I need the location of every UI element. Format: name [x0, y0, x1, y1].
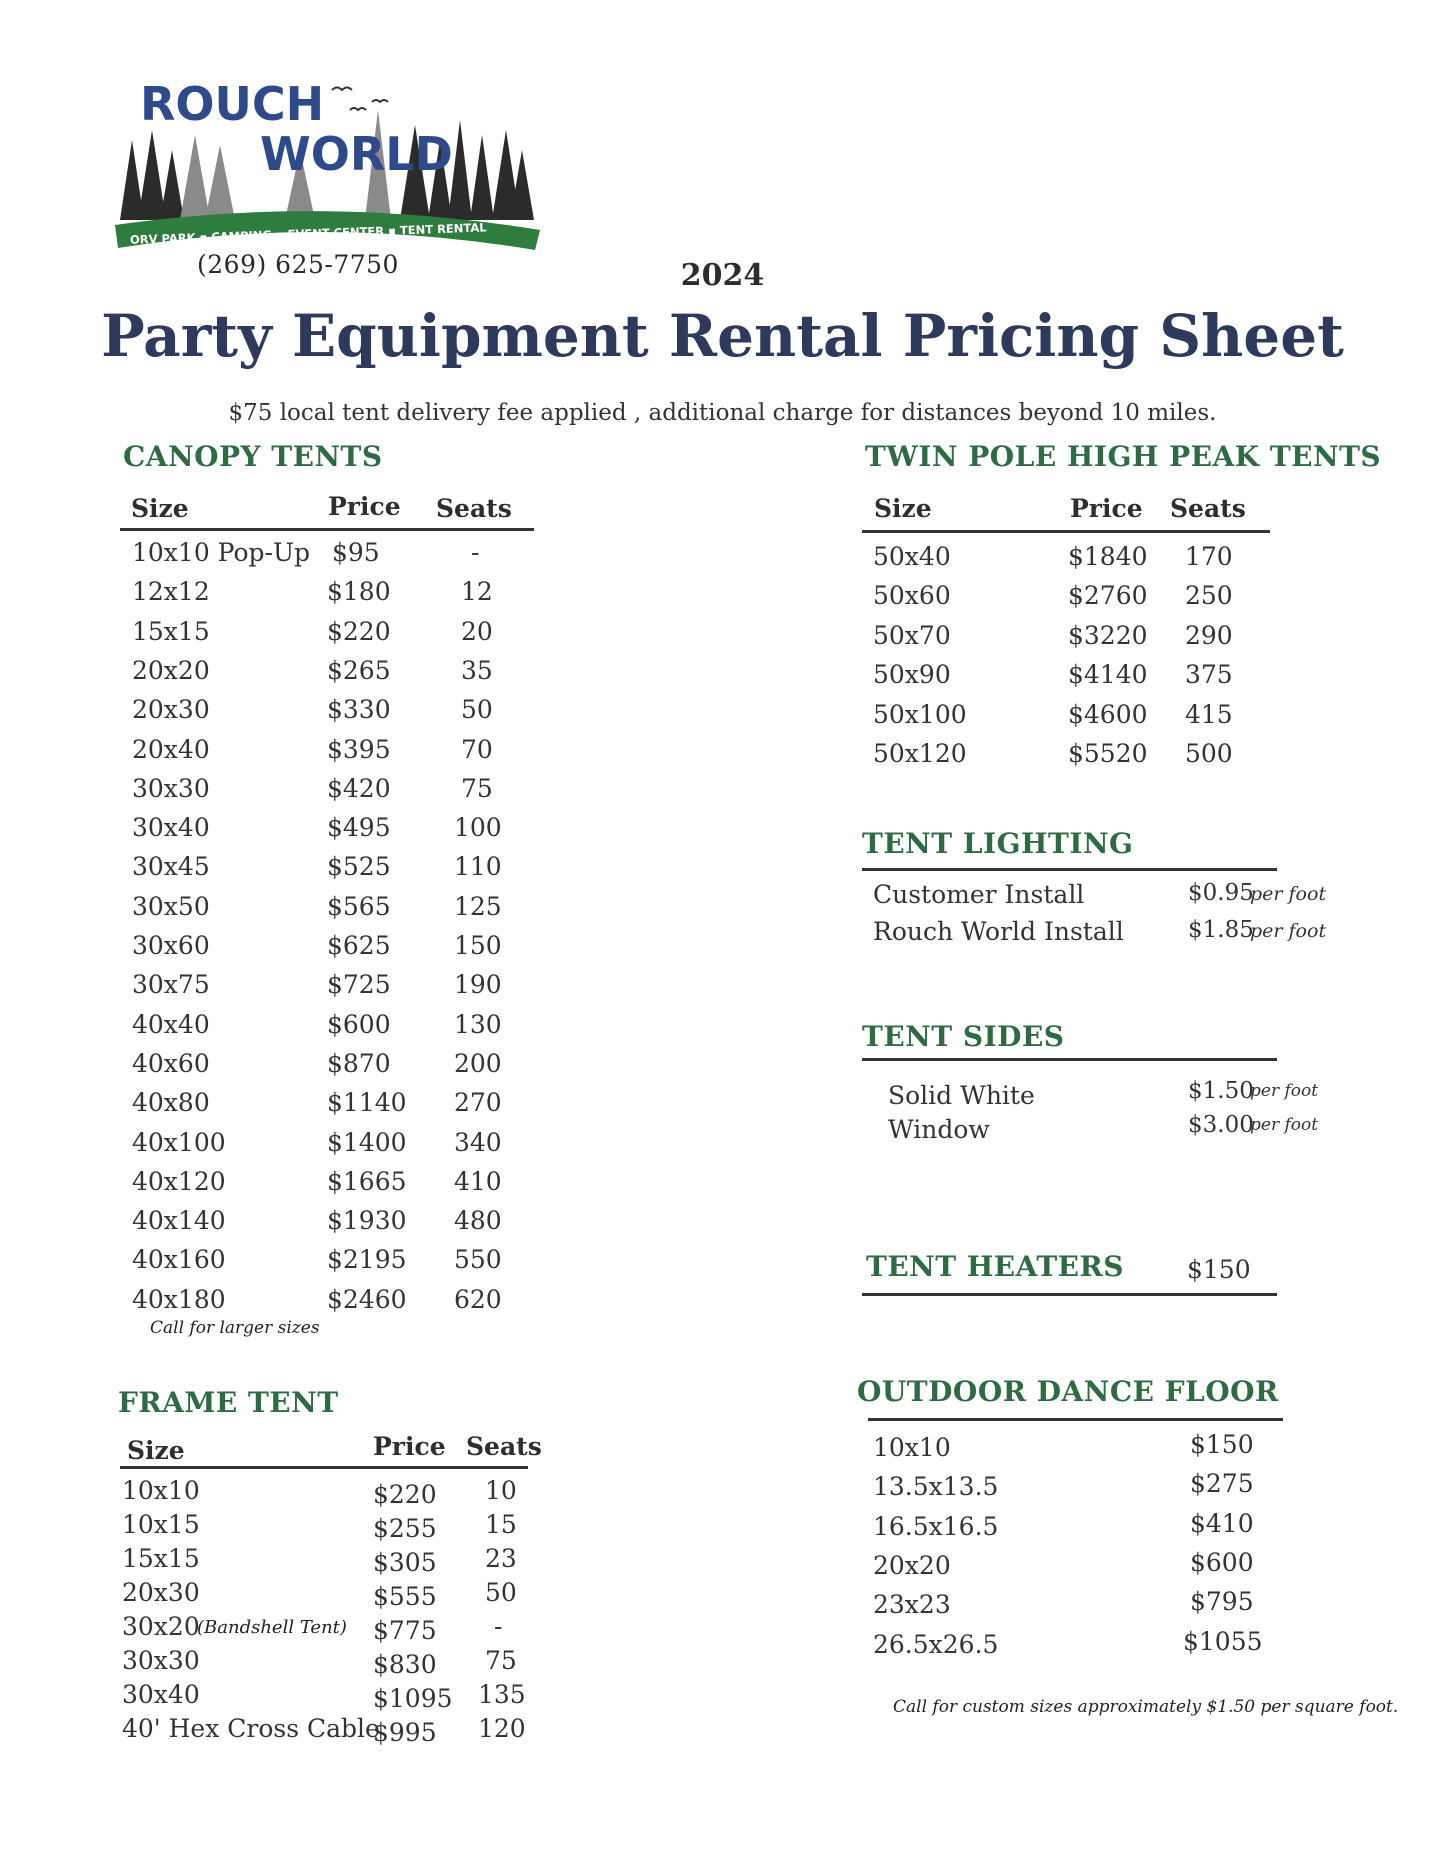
- seats-cell: 135: [478, 1680, 526, 1709]
- sides-section-title: TENT SIDES: [862, 1020, 1065, 1053]
- frame-header-size: Size: [127, 1436, 185, 1465]
- size-cell: 20x30: [122, 1578, 200, 1607]
- size-cell: 50x70: [873, 620, 951, 650]
- seats-cell: 23: [485, 1544, 517, 1573]
- size-cell: 40x60: [132, 1048, 210, 1078]
- size-cell: 23x23: [873, 1590, 951, 1620]
- size-cell: 50x120: [873, 739, 967, 768]
- size-cell: 30x40: [122, 1680, 200, 1709]
- item-price: $0.95: [1188, 880, 1254, 906]
- seats-cell: 290: [1185, 620, 1233, 650]
- dance-section-title: OUTDOOR DANCE FLOOR: [857, 1375, 1279, 1408]
- size-cell: 40' Hex Cross Cable: [122, 1714, 380, 1743]
- seats-cell: 190: [454, 970, 502, 1000]
- size-cell: 40x140: [132, 1206, 226, 1236]
- seats-cell: 10: [485, 1476, 517, 1505]
- size-cell: 40x120: [132, 1166, 226, 1196]
- seats-cell: 340: [454, 1127, 502, 1157]
- price-cell: $1665: [327, 1166, 407, 1196]
- canopy-footnote: Call for larger sizes: [150, 1318, 320, 1338]
- seats-cell: 150: [454, 931, 502, 960]
- seats-cell: 100: [454, 813, 502, 843]
- size-cell: 40x80: [132, 1088, 210, 1118]
- size-cell: 10x10 Pop-Up: [132, 538, 311, 567]
- seats-cell: 500: [1185, 739, 1233, 768]
- size-cell: 30x45: [132, 852, 210, 882]
- price-cell: $625: [327, 931, 391, 960]
- seats-cell: 130: [454, 1009, 502, 1039]
- price-cell: $775: [373, 1616, 437, 1645]
- frame-header-rule: [120, 1466, 528, 1469]
- price-cell: $4600: [1068, 699, 1148, 729]
- size-cell: 40x180: [132, 1284, 226, 1314]
- item-unit: per foot: [1250, 1081, 1319, 1101]
- heaters-price: $150: [1187, 1255, 1251, 1284]
- price-cell: $870: [327, 1048, 391, 1078]
- size-cell: 15x15: [122, 1544, 200, 1573]
- price-cell: $395: [327, 734, 391, 764]
- canopy-header-seats: Seats: [436, 494, 512, 523]
- seats-cell: 480: [454, 1206, 502, 1236]
- price-cell: $1095: [373, 1684, 453, 1713]
- price-cell: $555: [373, 1582, 437, 1611]
- twinpole-header-size: Size: [874, 494, 932, 523]
- seats-cell: -: [494, 1612, 503, 1641]
- year: 2024: [680, 258, 765, 293]
- item-unit: per foot: [1250, 1115, 1319, 1135]
- size-cell: 40x40: [132, 1009, 210, 1039]
- price-cell: $725: [327, 970, 391, 1000]
- price-cell: $150: [1190, 1430, 1254, 1459]
- size-cell: 50x90: [873, 660, 951, 690]
- size-cell: 10x15: [122, 1510, 200, 1539]
- size-cell: 16.5x16.5: [873, 1511, 999, 1541]
- price-cell: $2195: [327, 1245, 407, 1275]
- seats-cell: 75: [461, 773, 493, 803]
- size-cell: 30x40: [132, 813, 210, 843]
- seats-cell: 70: [461, 734, 493, 764]
- price-cell: $525: [327, 852, 391, 882]
- canopy-header-size: Size: [131, 494, 189, 523]
- size-cell: 30x75: [132, 970, 210, 1000]
- item-label: Rouch World Install: [873, 917, 1124, 946]
- price-cell: $1840: [1068, 542, 1148, 571]
- logo-text-line2: WORLD: [260, 127, 453, 181]
- item-unit: per foot: [1250, 920, 1327, 942]
- frame-section-title: FRAME TENT: [118, 1386, 339, 1419]
- size-cell: 26.5x26.5: [873, 1629, 999, 1659]
- size-cell: 15x15: [132, 616, 210, 646]
- item-label: Customer Install: [873, 880, 1085, 909]
- size-cell: 20x20: [873, 1550, 951, 1580]
- size-cell: 40x100: [132, 1127, 226, 1157]
- size-note: (Bandshell Tent): [197, 1617, 347, 1638]
- size-cell: 30x30: [122, 1646, 200, 1675]
- seats-cell: 200: [454, 1048, 502, 1078]
- size-cell: 12x12: [132, 577, 210, 607]
- phone-number: (269) 625-7750: [197, 250, 399, 279]
- size-cell: 20x40: [132, 734, 210, 764]
- logo-text-line1: ROUCH: [140, 80, 325, 131]
- price-cell: $495: [327, 813, 391, 843]
- size-cell: 50x60: [873, 581, 951, 611]
- price-cell: $305: [373, 1548, 437, 1577]
- price-cell: $5520: [1068, 739, 1148, 768]
- price-cell: $2460: [327, 1284, 407, 1314]
- price-cell: $1140: [327, 1088, 407, 1118]
- heaters-section-title: TENT HEATERS: [866, 1250, 1125, 1283]
- canopy-header-rule: [120, 528, 534, 531]
- page-title: Party Equipment Rental Pricing Sheet: [101, 302, 1344, 370]
- seats-cell: 50: [485, 1578, 517, 1607]
- item-label: Window: [888, 1115, 990, 1144]
- seats-cell: 12: [461, 577, 493, 607]
- price-cell: $1400: [327, 1127, 407, 1157]
- price-cell: $795: [1190, 1587, 1254, 1617]
- heaters-rule: [862, 1293, 1277, 1296]
- dance-footnote: Call for custom sizes approximately $1.50 per square foot.: [893, 1697, 1399, 1717]
- price-cell: $330: [327, 695, 391, 725]
- seats-cell: 75: [485, 1646, 517, 1675]
- dance-rule: [868, 1418, 1283, 1421]
- size-cell: 30x50: [132, 891, 210, 921]
- item-unit: per foot: [1250, 883, 1327, 905]
- price-cell: $420: [327, 773, 391, 803]
- size-cell: 13.5x13.5: [873, 1472, 999, 1502]
- delivery-note: $75 local tent delivery fee applied , additional charge for distances beyond 10 miles.: [228, 400, 1217, 426]
- price-cell: $600: [1190, 1547, 1254, 1577]
- price-cell: $995: [373, 1718, 437, 1747]
- seats-cell: 125: [454, 891, 502, 921]
- price-cell: $565: [327, 891, 391, 921]
- size-cell: 40x160: [132, 1245, 226, 1275]
- seats-cell: -: [471, 538, 480, 567]
- size-cell: 30x60: [132, 931, 210, 960]
- seats-cell: 20: [461, 616, 493, 646]
- item-price: $1.50: [1188, 1078, 1254, 1104]
- price-cell: $830: [373, 1650, 437, 1679]
- lighting-rule: [862, 868, 1277, 871]
- seats-cell: 375: [1185, 660, 1233, 690]
- seats-cell: 620: [454, 1284, 502, 1314]
- price-cell: $600: [327, 1009, 391, 1039]
- twinpole-header-seats: Seats: [1170, 494, 1246, 523]
- seats-cell: 550: [454, 1245, 502, 1275]
- twinpole-section-title: TWIN POLE HIGH PEAK TENTS: [865, 440, 1382, 473]
- price-cell: $255: [373, 1514, 437, 1543]
- size-cell: 30x30: [132, 773, 210, 803]
- twinpole-header-price: Price: [1070, 494, 1143, 523]
- price-cell: $265: [327, 655, 391, 685]
- sides-rule: [862, 1058, 1277, 1061]
- price-cell: $180: [327, 577, 391, 607]
- twinpole-header-rule: [862, 530, 1270, 533]
- seats-cell: 270: [454, 1088, 502, 1118]
- seats-cell: 170: [1185, 542, 1233, 571]
- lighting-section-title: TENT LIGHTING: [862, 827, 1134, 860]
- seats-cell: 15: [485, 1510, 517, 1539]
- price-cell: $3220: [1068, 620, 1148, 650]
- frame-header-seats: Seats: [466, 1432, 542, 1461]
- price-cell: $410: [1190, 1508, 1254, 1538]
- price-cell: $95: [332, 538, 380, 567]
- seats-cell: 410: [454, 1166, 502, 1196]
- company-logo: [110, 80, 540, 255]
- size-cell: 10x10: [122, 1476, 200, 1505]
- item-price: $3.00: [1188, 1112, 1254, 1138]
- seats-cell: 120: [478, 1714, 526, 1743]
- price-cell: $1930: [327, 1206, 407, 1236]
- price-cell: $1055: [1183, 1626, 1263, 1656]
- canopy-header-price: Price: [328, 492, 401, 521]
- logo-graphic: [110, 80, 540, 255]
- size-cell: 20x30: [132, 695, 210, 725]
- size-cell: 20x20: [132, 655, 210, 685]
- price-cell: $220: [327, 616, 391, 646]
- price-cell: $2760: [1068, 581, 1148, 611]
- seats-cell: 415: [1185, 699, 1233, 729]
- seats-cell: 250: [1185, 581, 1233, 611]
- item-price: $1.85: [1188, 917, 1254, 943]
- price-cell: $220: [373, 1480, 437, 1509]
- item-label: Solid White: [888, 1081, 1035, 1110]
- size-cell: 50x40: [873, 542, 951, 571]
- frame-header-price: Price: [373, 1432, 446, 1461]
- size-cell: 10x10: [873, 1433, 951, 1462]
- logo-tagline: ORV PARK ▪ CAMPING ▪ EVENT CENTER ▪ TENT RENTAL: [129, 220, 487, 247]
- size-cell: 50x100: [873, 699, 967, 729]
- size-cell: 30x20: [122, 1612, 200, 1641]
- seats-cell: 35: [461, 655, 493, 685]
- price-cell: $275: [1190, 1469, 1254, 1499]
- seats-cell: 50: [461, 695, 493, 725]
- price-cell: $4140: [1068, 660, 1148, 690]
- canopy-section-title: CANOPY TENTS: [123, 440, 383, 473]
- seats-cell: 110: [454, 852, 502, 882]
